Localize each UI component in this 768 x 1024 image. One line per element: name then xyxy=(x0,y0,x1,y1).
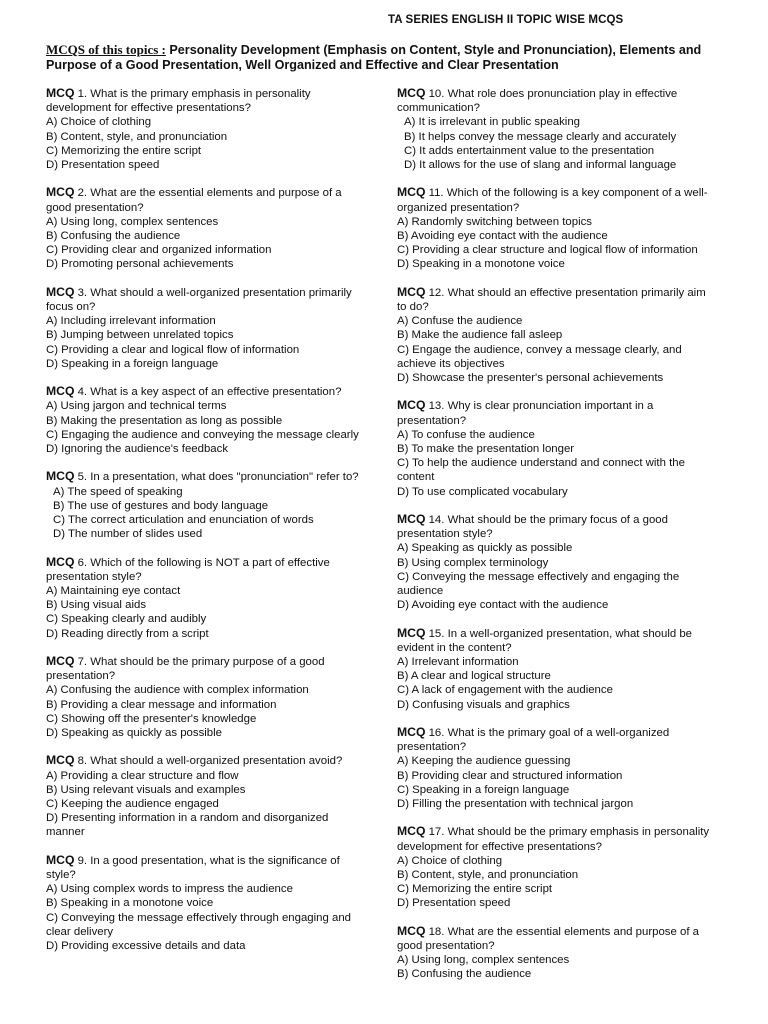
mcq-tag: MCQ xyxy=(46,654,75,669)
answer-option: A) Using long, complex sentences xyxy=(46,215,219,228)
mcq-item xyxy=(397,626,717,712)
question-body: 6. Which of the following is NOT a part of effective presentation style? xyxy=(46,556,330,583)
answer-option: A) Including irrelevant information xyxy=(46,315,216,328)
mcq-tag: MCQ xyxy=(397,86,426,100)
question-text xyxy=(46,555,366,584)
question-body: 17. What should be the primary emphasis in personality development for effective presentations? xyxy=(397,826,710,853)
question-text xyxy=(46,86,366,115)
question-body: 9. In a good presentation, what is the significance of style? xyxy=(46,854,340,882)
mcq-tag: MCQ xyxy=(46,469,75,484)
answer-option: B) Make the audience fall asleep xyxy=(397,329,563,342)
question-body: 16. What is the primary goal of a well-organized presentation? xyxy=(397,727,670,754)
answer-option: C) The correct articulation and enunciation of words xyxy=(53,514,314,527)
question-text xyxy=(397,185,717,214)
answer-option: B) Using relevant visuals and examples xyxy=(46,783,246,796)
mcq-tag: MCQ xyxy=(397,398,426,413)
answer-option: A) Choice of clothing xyxy=(397,854,503,867)
question-body: 12. What should an effective presentation primarily aim to do? xyxy=(397,286,706,314)
answer-option: A) Keeping the audience guessing xyxy=(397,755,571,768)
question-text xyxy=(397,398,717,427)
answer-option: C) Showing off the presenter's knowledge xyxy=(46,712,257,725)
answer-option: B) Speaking in a monotone voice xyxy=(46,897,214,910)
question-body: 3. What should a well-organized presentation primarily focus on? xyxy=(46,286,352,314)
mcq-item xyxy=(46,555,366,641)
mcq-item xyxy=(397,285,717,385)
question-body: 4. What is a key aspect of an effective presentation? xyxy=(74,386,342,399)
mcq-tag: MCQ xyxy=(397,824,426,839)
answer-option: A) It is irrelevant in public speaking xyxy=(404,116,581,129)
answer-option: B) Using visual aids xyxy=(46,599,147,612)
answer-option: B) Providing a clear message and information xyxy=(46,698,277,711)
mcq-item xyxy=(397,86,717,172)
answer-option: D) The number of slides used xyxy=(53,528,203,541)
question-body: 13. Why is clear pronunciation important in a presentation? xyxy=(397,400,654,427)
question-text xyxy=(46,285,366,314)
mcq-item xyxy=(46,753,366,839)
answer-option: A) Using long, complex sentences xyxy=(397,954,570,967)
answer-option: A) Randomly switching between topics xyxy=(397,215,592,228)
answer-option: B) The use of gestures and body language xyxy=(53,499,269,512)
answer-option: C) Providing clear and organized information xyxy=(46,244,272,257)
answer-option: D) Speaking in a foreign language xyxy=(46,357,219,370)
mcq-item xyxy=(397,185,717,271)
answer-option: C) Speaking clearly and audibly xyxy=(46,613,207,626)
answer-option: A) Choice of clothing xyxy=(46,116,152,129)
mcq-item xyxy=(397,512,717,612)
answer-option: B) Confusing the audience xyxy=(46,230,181,243)
answer-option: B) To make the presentation longer xyxy=(397,443,575,456)
answer-option: C) To help the audience understand and connect with the content xyxy=(397,457,685,484)
answer-option: C) Memorizing the entire script xyxy=(46,144,202,157)
mcq-tag: MCQ xyxy=(46,852,75,867)
mcq-item xyxy=(46,469,366,541)
answer-option: A) To confuse the audience xyxy=(397,428,535,441)
answer-option: D) Presenting information in a random and disorganized manner xyxy=(46,812,329,839)
question-text xyxy=(46,654,366,683)
question-body: 1. What is the primary emphasis in personality development for effective presentations? xyxy=(46,88,311,115)
question-body: 8. What should a well-organized presentation avoid? xyxy=(74,755,343,768)
answer-option: D) Confusing visuals and graphics xyxy=(397,698,570,711)
mcq-tag: MCQ xyxy=(397,725,426,740)
answer-option: B) Using complex terminology xyxy=(397,556,549,569)
answer-option: D) Filling the presentation with technical jargon xyxy=(397,798,634,811)
left-question-column xyxy=(46,86,366,966)
answer-option: C) Keeping the audience engaged xyxy=(46,798,219,811)
mcq-tag: MCQ xyxy=(46,284,75,299)
answer-option: D) Presentation speed xyxy=(46,159,160,172)
answer-option: A) Providing a clear structure and flow xyxy=(46,769,239,782)
mcq-item xyxy=(397,398,717,498)
topics-label: MCQS of this topics : xyxy=(46,42,166,57)
answer-option: C) Engaging the audience and conveying the message clearly xyxy=(46,428,359,441)
answer-option: A) Using jargon and technical terms xyxy=(46,400,227,413)
answer-option: A) Speaking as quickly as possible xyxy=(397,542,573,555)
question-text xyxy=(397,725,717,754)
answer-option: B) A clear and logical structure xyxy=(397,670,551,683)
question-text xyxy=(397,285,717,314)
answer-option: B) Making the presentation as long as possible xyxy=(46,414,283,427)
question-body: 15. In a well-organized presentation, what should be evident in the content? xyxy=(397,627,693,654)
answer-option: C) Providing a clear and logical flow of information xyxy=(46,343,300,356)
answer-option: D) Speaking in a monotone voice xyxy=(397,258,565,271)
answer-option: C) Speaking in a foreign language xyxy=(397,783,570,796)
answer-option: C) Memorizing the entire script xyxy=(397,883,553,896)
answer-option: B) Jumping between unrelated topics xyxy=(46,329,234,342)
series-title: TA SERIES ENGLISH II TOPIC WISE MCQS xyxy=(388,14,624,26)
mcq-item xyxy=(46,654,366,740)
answer-option: D) Showcase the presenter's personal achievements xyxy=(397,372,664,385)
question-text xyxy=(397,86,717,115)
question-text xyxy=(46,753,366,768)
answer-option: C) Conveying the message effectively and engaging the audience xyxy=(397,570,680,598)
mcq-tag: MCQ xyxy=(397,284,426,299)
answer-option: B) Avoiding eye contact with the audience xyxy=(397,230,608,243)
question-body: 2. What are the essential elements and purpose of a good presentation? xyxy=(46,187,342,214)
question-text xyxy=(46,185,366,214)
question-text xyxy=(46,469,366,484)
question-text xyxy=(397,824,717,853)
answer-option: B) Confusing the audience xyxy=(397,968,532,981)
answer-option: C) A lack of engagement with the audience xyxy=(397,684,613,697)
right-question-column xyxy=(397,86,717,995)
question-text xyxy=(46,384,366,399)
question-body: 18. What are the essential elements and purpose of a good presentation? xyxy=(397,925,699,953)
mcq-tag: MCQ xyxy=(46,86,75,100)
question-body: 14. What should be the primary focus of a good presentation style? xyxy=(397,514,668,541)
mcq-tag: MCQ xyxy=(46,753,75,768)
answer-option: C) It adds entertainment value to the presentation xyxy=(404,144,655,157)
answer-option: D) Ignoring the audience's feedback xyxy=(46,443,229,456)
topics-text: Personality Development (Emphasis on Content, Style and Pronunciation), Elements and Purpose of a Good Presentation, Well Organized and Effective and Clear Presentation xyxy=(46,43,702,72)
mcq-item xyxy=(46,285,366,371)
mcq-tag: MCQ xyxy=(46,554,75,569)
answer-option: C) Engage the audience, convey a message clearly, and achieve its objectives xyxy=(397,343,682,370)
mcq-item xyxy=(46,86,366,172)
answer-option: A) Confuse the audience xyxy=(397,315,523,328)
question-text xyxy=(397,924,717,953)
answer-option: A) Maintaining eye contact xyxy=(46,585,181,598)
answer-option: A) The speed of speaking xyxy=(53,485,183,498)
question-text xyxy=(397,512,717,541)
mcq-tag: MCQ xyxy=(397,512,426,527)
mcq-item xyxy=(397,824,717,910)
answer-option: B) Providing clear and structured information xyxy=(397,769,623,782)
mcq-item xyxy=(397,924,717,982)
mcq-tag: MCQ xyxy=(397,185,426,200)
mcq-tag: MCQ xyxy=(397,625,426,640)
answer-option: D) Promoting personal achievements xyxy=(46,258,234,271)
mcq-item xyxy=(46,853,366,953)
answer-option: D) Avoiding eye contact with the audience xyxy=(397,599,609,612)
answer-option: B) Content, style, and pronunciation xyxy=(46,130,228,143)
topics-heading xyxy=(46,42,726,73)
mcq-tag: MCQ xyxy=(46,384,75,399)
question-text xyxy=(46,853,366,882)
question-body: 11. Which of the following is a key component of a well-organized presentation? xyxy=(397,187,708,214)
mcq-item xyxy=(46,384,366,456)
answer-option: A) Using complex words to impress the audience xyxy=(46,883,293,896)
mcq-item xyxy=(397,725,717,811)
question-text xyxy=(397,626,717,655)
answer-option: D) Presentation speed xyxy=(397,897,511,910)
answer-option: D) Reading directly from a script xyxy=(46,627,209,640)
mcq-tag: MCQ xyxy=(397,923,426,938)
answer-option: C) Providing a clear structure and logical flow of information xyxy=(397,244,698,257)
answer-option: A) Confusing the audience with complex information xyxy=(46,684,309,697)
answer-option: C) Conveying the message effectively through engaging and clear delivery xyxy=(46,911,351,938)
mcq-tag: MCQ xyxy=(46,185,75,200)
answer-option: D) Providing excessive details and data xyxy=(46,940,246,953)
question-body: 10. What role does pronunciation play in effective communication? xyxy=(397,88,678,115)
answer-option: B) It helps convey the message clearly and accurately xyxy=(404,130,677,143)
answer-option: A) Irrelevant information xyxy=(397,656,519,669)
answer-option: B) Content, style, and pronunciation xyxy=(397,869,579,882)
mcq-item xyxy=(46,185,366,271)
answer-option: D) It allows for the use of slang and informal language xyxy=(404,159,677,172)
question-body: 7. What should be the primary purpose of a good presentation? xyxy=(46,656,325,683)
question-body: 5. In a presentation, what does "pronunciation" refer to? xyxy=(74,471,359,484)
answer-option: D) To use complicated vocabulary xyxy=(397,485,568,498)
answer-option: D) Speaking as quickly as possible xyxy=(46,727,223,740)
